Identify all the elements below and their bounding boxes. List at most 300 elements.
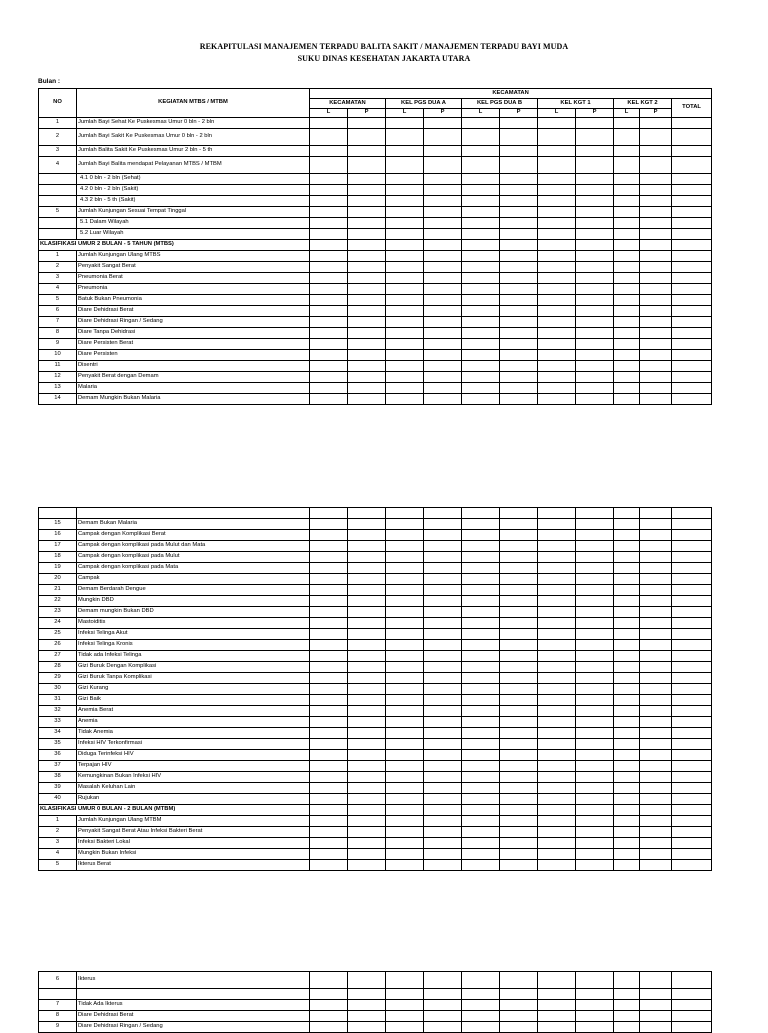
- data-cell[interactable]: [348, 218, 386, 229]
- data-cell[interactable]: [424, 118, 462, 129]
- data-cell[interactable]: [576, 563, 614, 574]
- data-cell[interactable]: [462, 295, 500, 306]
- data-cell[interactable]: [500, 860, 538, 871]
- data-cell[interactable]: [538, 849, 576, 860]
- data-cell[interactable]: [538, 1022, 576, 1033]
- data-cell[interactable]: [576, 989, 614, 1000]
- data-cell[interactable]: [462, 574, 500, 585]
- data-cell[interactable]: [424, 207, 462, 218]
- data-cell[interactable]: [614, 339, 640, 350]
- data-cell[interactable]: [500, 328, 538, 339]
- data-cell[interactable]: [348, 174, 386, 185]
- data-cell[interactable]: [310, 383, 348, 394]
- data-cell[interactable]: [576, 118, 614, 129]
- data-cell[interactable]: [614, 728, 640, 739]
- data-cell[interactable]: [614, 618, 640, 629]
- data-cell[interactable]: [640, 805, 672, 816]
- data-cell[interactable]: [538, 262, 576, 273]
- data-cell[interactable]: [500, 827, 538, 838]
- data-cell[interactable]: [538, 383, 576, 394]
- data-cell[interactable]: [424, 989, 462, 1000]
- data-cell[interactable]: [538, 306, 576, 317]
- data-cell[interactable]: [348, 118, 386, 129]
- data-cell[interactable]: [348, 989, 386, 1000]
- data-cell[interactable]: [500, 541, 538, 552]
- data-cell[interactable]: [576, 207, 614, 218]
- data-cell[interactable]: [576, 350, 614, 361]
- data-cell[interactable]: [348, 607, 386, 618]
- data-cell[interactable]: [538, 640, 576, 651]
- data-cell[interactable]: [348, 805, 386, 816]
- data-cell[interactable]: [672, 229, 712, 240]
- data-cell[interactable]: [538, 118, 576, 129]
- data-cell[interactable]: [672, 519, 712, 530]
- data-cell[interactable]: [462, 1000, 500, 1011]
- data-cell[interactable]: [576, 783, 614, 794]
- data-cell[interactable]: [310, 772, 348, 783]
- data-cell[interactable]: [538, 1011, 576, 1022]
- data-cell[interactable]: [538, 695, 576, 706]
- data-cell[interactable]: [672, 816, 712, 827]
- data-cell[interactable]: [462, 607, 500, 618]
- data-cell[interactable]: [386, 1000, 424, 1011]
- data-cell[interactable]: [672, 306, 712, 317]
- data-cell[interactable]: [640, 229, 672, 240]
- data-cell[interactable]: [538, 129, 576, 146]
- data-cell[interactable]: [348, 1000, 386, 1011]
- data-cell[interactable]: [538, 328, 576, 339]
- data-cell[interactable]: [640, 574, 672, 585]
- data-cell[interactable]: [576, 596, 614, 607]
- data-cell[interactable]: [672, 728, 712, 739]
- data-cell[interactable]: [500, 695, 538, 706]
- data-cell[interactable]: [386, 174, 424, 185]
- data-cell[interactable]: [310, 728, 348, 739]
- data-cell[interactable]: [576, 673, 614, 684]
- data-cell[interactable]: [310, 972, 348, 989]
- data-cell[interactable]: [538, 174, 576, 185]
- data-cell[interactable]: [462, 618, 500, 629]
- data-cell[interactable]: [500, 519, 538, 530]
- data-cell[interactable]: [538, 339, 576, 350]
- data-cell[interactable]: [576, 1011, 614, 1022]
- data-cell[interactable]: [310, 118, 348, 129]
- data-cell[interactable]: [462, 541, 500, 552]
- data-cell[interactable]: [310, 640, 348, 651]
- data-cell[interactable]: [424, 394, 462, 405]
- data-cell[interactable]: [310, 629, 348, 640]
- data-cell[interactable]: [500, 185, 538, 196]
- data-cell[interactable]: [640, 794, 672, 805]
- data-cell[interactable]: [576, 530, 614, 541]
- data-cell[interactable]: [424, 541, 462, 552]
- data-cell[interactable]: [500, 739, 538, 750]
- data-cell[interactable]: [386, 1022, 424, 1033]
- data-cell[interactable]: [640, 816, 672, 827]
- data-cell[interactable]: [538, 783, 576, 794]
- data-cell[interactable]: [310, 1011, 348, 1022]
- data-cell[interactable]: [310, 695, 348, 706]
- data-cell[interactable]: [348, 306, 386, 317]
- data-cell[interactable]: [500, 794, 538, 805]
- data-cell[interactable]: [640, 750, 672, 761]
- data-cell[interactable]: [614, 519, 640, 530]
- data-cell[interactable]: [462, 673, 500, 684]
- data-cell[interactable]: [672, 174, 712, 185]
- data-cell[interactable]: [672, 1022, 712, 1033]
- data-cell[interactable]: [538, 651, 576, 662]
- data-cell[interactable]: [672, 673, 712, 684]
- data-cell[interactable]: [500, 218, 538, 229]
- data-cell[interactable]: [310, 339, 348, 350]
- data-cell[interactable]: [576, 174, 614, 185]
- data-cell[interactable]: [500, 146, 538, 157]
- data-cell[interactable]: [640, 196, 672, 207]
- data-cell[interactable]: [614, 783, 640, 794]
- data-cell[interactable]: [500, 607, 538, 618]
- data-cell[interactable]: [424, 317, 462, 328]
- data-cell[interactable]: [538, 317, 576, 328]
- data-cell[interactable]: [386, 972, 424, 989]
- data-cell[interactable]: [672, 750, 712, 761]
- data-cell[interactable]: [462, 629, 500, 640]
- data-cell[interactable]: [424, 361, 462, 372]
- data-cell[interactable]: [500, 240, 538, 251]
- data-cell[interactable]: [310, 174, 348, 185]
- data-cell[interactable]: [386, 328, 424, 339]
- data-cell[interactable]: [672, 508, 712, 519]
- data-cell[interactable]: [538, 361, 576, 372]
- data-cell[interactable]: [576, 972, 614, 989]
- data-cell[interactable]: [500, 629, 538, 640]
- data-cell[interactable]: [462, 317, 500, 328]
- data-cell[interactable]: [348, 372, 386, 383]
- data-cell[interactable]: [614, 989, 640, 1000]
- data-cell[interactable]: [386, 783, 424, 794]
- data-cell[interactable]: [386, 596, 424, 607]
- data-cell[interactable]: [310, 849, 348, 860]
- data-cell[interactable]: [424, 129, 462, 146]
- data-cell[interactable]: [538, 240, 576, 251]
- data-cell[interactable]: [386, 585, 424, 596]
- data-cell[interactable]: [640, 129, 672, 146]
- data-cell[interactable]: [462, 129, 500, 146]
- data-cell[interactable]: [576, 574, 614, 585]
- data-cell[interactable]: [672, 596, 712, 607]
- data-cell[interactable]: [386, 805, 424, 816]
- data-cell[interactable]: [462, 989, 500, 1000]
- data-cell[interactable]: [576, 684, 614, 695]
- data-cell[interactable]: [614, 607, 640, 618]
- data-cell[interactable]: [386, 361, 424, 372]
- data-cell[interactable]: [538, 146, 576, 157]
- data-cell[interactable]: [348, 838, 386, 849]
- data-cell[interactable]: [424, 196, 462, 207]
- data-cell[interactable]: [424, 761, 462, 772]
- data-cell[interactable]: [538, 372, 576, 383]
- data-cell[interactable]: [614, 552, 640, 563]
- data-cell[interactable]: [386, 684, 424, 695]
- data-cell[interactable]: [576, 607, 614, 618]
- data-cell[interactable]: [386, 849, 424, 860]
- data-cell[interactable]: [538, 185, 576, 196]
- data-cell[interactable]: [310, 306, 348, 317]
- data-cell[interactable]: [348, 761, 386, 772]
- data-cell[interactable]: [386, 196, 424, 207]
- data-cell[interactable]: [386, 651, 424, 662]
- data-cell[interactable]: [348, 146, 386, 157]
- data-cell[interactable]: [672, 805, 712, 816]
- data-cell[interactable]: [614, 306, 640, 317]
- data-cell[interactable]: [310, 229, 348, 240]
- data-cell[interactable]: [614, 541, 640, 552]
- data-cell[interactable]: [576, 383, 614, 394]
- data-cell[interactable]: [386, 728, 424, 739]
- data-cell[interactable]: [424, 552, 462, 563]
- data-cell[interactable]: [614, 596, 640, 607]
- data-cell[interactable]: [538, 196, 576, 207]
- data-cell[interactable]: [386, 394, 424, 405]
- data-cell[interactable]: [500, 673, 538, 684]
- data-cell[interactable]: [640, 618, 672, 629]
- data-cell[interactable]: [640, 174, 672, 185]
- data-cell[interactable]: [500, 1000, 538, 1011]
- data-cell[interactable]: [576, 695, 614, 706]
- data-cell[interactable]: [462, 640, 500, 651]
- data-cell[interactable]: [614, 229, 640, 240]
- data-cell[interactable]: [614, 673, 640, 684]
- data-cell[interactable]: [538, 717, 576, 728]
- data-cell[interactable]: [500, 563, 538, 574]
- data-cell[interactable]: [576, 361, 614, 372]
- data-cell[interactable]: [310, 361, 348, 372]
- data-cell[interactable]: [310, 251, 348, 262]
- data-cell[interactable]: [576, 508, 614, 519]
- data-cell[interactable]: [310, 607, 348, 618]
- data-cell[interactable]: [614, 739, 640, 750]
- data-cell[interactable]: [386, 508, 424, 519]
- data-cell[interactable]: [424, 618, 462, 629]
- data-cell[interactable]: [348, 750, 386, 761]
- data-cell[interactable]: [614, 129, 640, 146]
- data-cell[interactable]: [614, 838, 640, 849]
- data-cell[interactable]: [614, 372, 640, 383]
- data-cell[interactable]: [614, 284, 640, 295]
- data-cell[interactable]: [424, 629, 462, 640]
- data-cell[interactable]: [348, 728, 386, 739]
- data-cell[interactable]: [640, 684, 672, 695]
- data-cell[interactable]: [310, 585, 348, 596]
- data-cell[interactable]: [576, 849, 614, 860]
- data-cell[interactable]: [640, 695, 672, 706]
- data-cell[interactable]: [576, 728, 614, 739]
- data-cell[interactable]: [386, 317, 424, 328]
- data-cell[interactable]: [500, 383, 538, 394]
- data-cell[interactable]: [348, 1022, 386, 1033]
- data-cell[interactable]: [640, 640, 672, 651]
- data-cell[interactable]: [348, 394, 386, 405]
- data-cell[interactable]: [672, 640, 712, 651]
- data-cell[interactable]: [500, 508, 538, 519]
- data-cell[interactable]: [614, 794, 640, 805]
- data-cell[interactable]: [500, 849, 538, 860]
- data-cell[interactable]: [348, 328, 386, 339]
- data-cell[interactable]: [672, 118, 712, 129]
- data-cell[interactable]: [672, 695, 712, 706]
- data-cell[interactable]: [640, 1000, 672, 1011]
- data-cell[interactable]: [672, 240, 712, 251]
- data-cell[interactable]: [538, 684, 576, 695]
- data-cell[interactable]: [348, 783, 386, 794]
- data-cell[interactable]: [538, 295, 576, 306]
- data-cell[interactable]: [640, 596, 672, 607]
- data-cell[interactable]: [614, 508, 640, 519]
- data-cell[interactable]: [614, 1000, 640, 1011]
- data-cell[interactable]: [424, 240, 462, 251]
- data-cell[interactable]: [614, 651, 640, 662]
- data-cell[interactable]: [386, 185, 424, 196]
- data-cell[interactable]: [672, 860, 712, 871]
- data-cell[interactable]: [386, 118, 424, 129]
- data-cell[interactable]: [424, 328, 462, 339]
- data-cell[interactable]: [348, 530, 386, 541]
- data-cell[interactable]: [538, 761, 576, 772]
- data-cell[interactable]: [462, 849, 500, 860]
- data-cell[interactable]: [538, 827, 576, 838]
- data-cell[interactable]: [576, 761, 614, 772]
- data-cell[interactable]: [500, 129, 538, 146]
- data-cell[interactable]: [348, 574, 386, 585]
- data-cell[interactable]: [576, 185, 614, 196]
- data-cell[interactable]: [538, 972, 576, 989]
- data-cell[interactable]: [500, 174, 538, 185]
- data-cell[interactable]: [310, 739, 348, 750]
- data-cell[interactable]: [348, 972, 386, 989]
- data-cell[interactable]: [640, 563, 672, 574]
- data-cell[interactable]: [500, 157, 538, 174]
- data-cell[interactable]: [614, 146, 640, 157]
- data-cell[interactable]: [576, 629, 614, 640]
- data-cell[interactable]: [462, 717, 500, 728]
- data-cell[interactable]: [614, 262, 640, 273]
- data-cell[interactable]: [424, 273, 462, 284]
- data-cell[interactable]: [640, 240, 672, 251]
- data-cell[interactable]: [500, 585, 538, 596]
- data-cell[interactable]: [310, 328, 348, 339]
- data-cell[interactable]: [576, 1000, 614, 1011]
- data-cell[interactable]: [348, 383, 386, 394]
- data-cell[interactable]: [424, 805, 462, 816]
- data-cell[interactable]: [576, 394, 614, 405]
- data-cell[interactable]: [640, 251, 672, 262]
- data-cell[interactable]: [500, 989, 538, 1000]
- data-cell[interactable]: [310, 761, 348, 772]
- data-cell[interactable]: [386, 772, 424, 783]
- data-cell[interactable]: [462, 284, 500, 295]
- data-cell[interactable]: [640, 339, 672, 350]
- data-cell[interactable]: [348, 662, 386, 673]
- data-cell[interactable]: [348, 262, 386, 273]
- data-cell[interactable]: [462, 157, 500, 174]
- data-cell[interactable]: [462, 772, 500, 783]
- data-cell[interactable]: [538, 157, 576, 174]
- data-cell[interactable]: [500, 262, 538, 273]
- data-cell[interactable]: [310, 196, 348, 207]
- data-cell[interactable]: [672, 146, 712, 157]
- data-cell[interactable]: [576, 552, 614, 563]
- data-cell[interactable]: [462, 972, 500, 989]
- data-cell[interactable]: [614, 118, 640, 129]
- data-cell[interactable]: [500, 1011, 538, 1022]
- data-cell[interactable]: [576, 196, 614, 207]
- data-cell[interactable]: [310, 284, 348, 295]
- data-cell[interactable]: [640, 284, 672, 295]
- data-cell[interactable]: [576, 218, 614, 229]
- data-cell[interactable]: [424, 218, 462, 229]
- data-cell[interactable]: [386, 1011, 424, 1022]
- data-cell[interactable]: [614, 157, 640, 174]
- data-cell[interactable]: [538, 750, 576, 761]
- data-cell[interactable]: [672, 585, 712, 596]
- data-cell[interactable]: [310, 1022, 348, 1033]
- data-cell[interactable]: [576, 262, 614, 273]
- data-cell[interactable]: [614, 761, 640, 772]
- data-cell[interactable]: [348, 860, 386, 871]
- data-cell[interactable]: [614, 185, 640, 196]
- data-cell[interactable]: [462, 761, 500, 772]
- data-cell[interactable]: [348, 684, 386, 695]
- data-cell[interactable]: [538, 794, 576, 805]
- data-cell[interactable]: [614, 273, 640, 284]
- data-cell[interactable]: [462, 146, 500, 157]
- data-cell[interactable]: [424, 695, 462, 706]
- data-cell[interactable]: [310, 838, 348, 849]
- data-cell[interactable]: [538, 563, 576, 574]
- data-cell[interactable]: [424, 383, 462, 394]
- data-cell[interactable]: [462, 207, 500, 218]
- data-cell[interactable]: [348, 618, 386, 629]
- data-cell[interactable]: [640, 508, 672, 519]
- data-cell[interactable]: [424, 739, 462, 750]
- data-cell[interactable]: [640, 372, 672, 383]
- data-cell[interactable]: [672, 563, 712, 574]
- data-cell[interactable]: [348, 717, 386, 728]
- data-cell[interactable]: [640, 1022, 672, 1033]
- data-cell[interactable]: [386, 519, 424, 530]
- data-cell[interactable]: [576, 640, 614, 651]
- data-cell[interactable]: [672, 129, 712, 146]
- data-cell[interactable]: [576, 739, 614, 750]
- data-cell[interactable]: [538, 772, 576, 783]
- data-cell[interactable]: [538, 218, 576, 229]
- data-cell[interactable]: [500, 662, 538, 673]
- data-cell[interactable]: [462, 240, 500, 251]
- data-cell[interactable]: [462, 273, 500, 284]
- data-cell[interactable]: [640, 629, 672, 640]
- data-cell[interactable]: [348, 651, 386, 662]
- data-cell[interactable]: [424, 662, 462, 673]
- data-cell[interactable]: [462, 739, 500, 750]
- data-cell[interactable]: [310, 262, 348, 273]
- data-cell[interactable]: [310, 684, 348, 695]
- data-cell[interactable]: [386, 207, 424, 218]
- data-cell[interactable]: [386, 251, 424, 262]
- data-cell[interactable]: [462, 816, 500, 827]
- data-cell[interactable]: [462, 251, 500, 262]
- data-cell[interactable]: [310, 185, 348, 196]
- data-cell[interactable]: [424, 229, 462, 240]
- data-cell[interactable]: [640, 394, 672, 405]
